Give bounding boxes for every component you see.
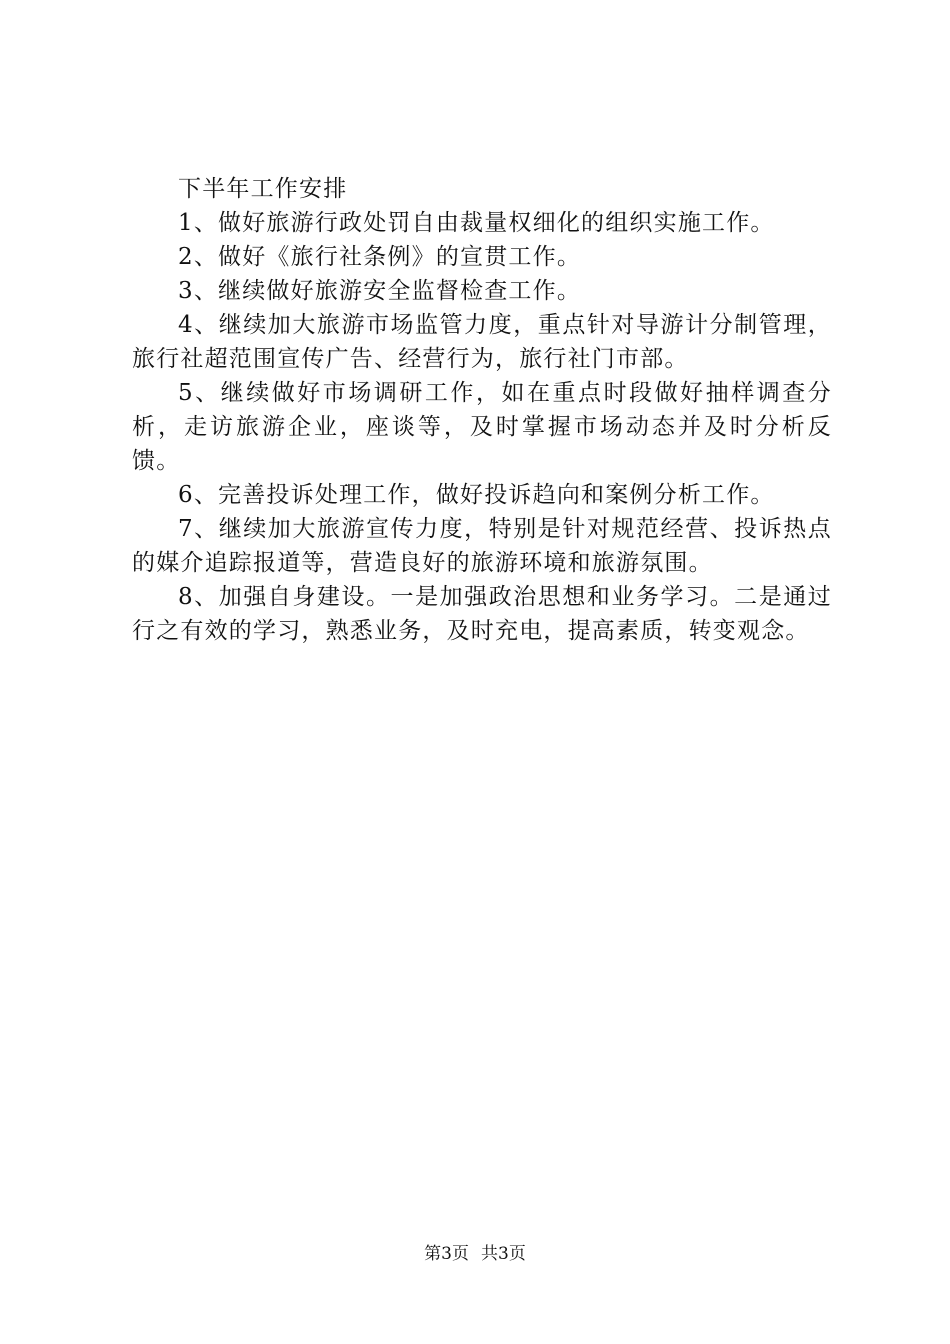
list-item-1: 1、做好旅游行政处罚自由裁量权细化的组织实施工作。 <box>178 210 775 236</box>
list-item-2: 2、做好《旅行社条例》的宣贯工作。 <box>178 244 582 270</box>
list-item-3: 3、继续做好旅游安全监督检查工作。 <box>178 278 582 304</box>
list-item-4: 4、继续加大旅游市场监管力度，重点针对导游计分制管理，旅行社超范围宣传广告、经营行为，旅行社门市部。 <box>132 312 832 372</box>
list-item-8: 8、加强自身建设。一是加强政治思想和业务学习。二是通过行之有效的学习，熟悉业务，及时充电，提高素质，转变观念。 <box>132 584 832 644</box>
page-footer <box>0 1242 950 1266</box>
list-item-7: 7、继续加大旅游宣传力度，特别是针对规范经营、投诉热点的媒介追踪报道等，营造良好的旅游环境和旅游氛围。 <box>132 516 832 576</box>
section-heading: 下半年工作安排 <box>178 176 348 202</box>
list-item-6: 6、完善投诉处理工作，做好投诉趋向和案例分析工作。 <box>178 482 775 508</box>
page-number-current: 第3页 <box>424 1244 469 1264</box>
list-item-5: 5、继续做好市场调研工作，如在重点时段做好抽样调查分析，走访旅游企业，座谈等，及时掌握市场动态并及时分析反馈。 <box>132 380 832 474</box>
document-body <box>132 172 832 648</box>
page-number-total: 共3页 <box>481 1244 526 1264</box>
